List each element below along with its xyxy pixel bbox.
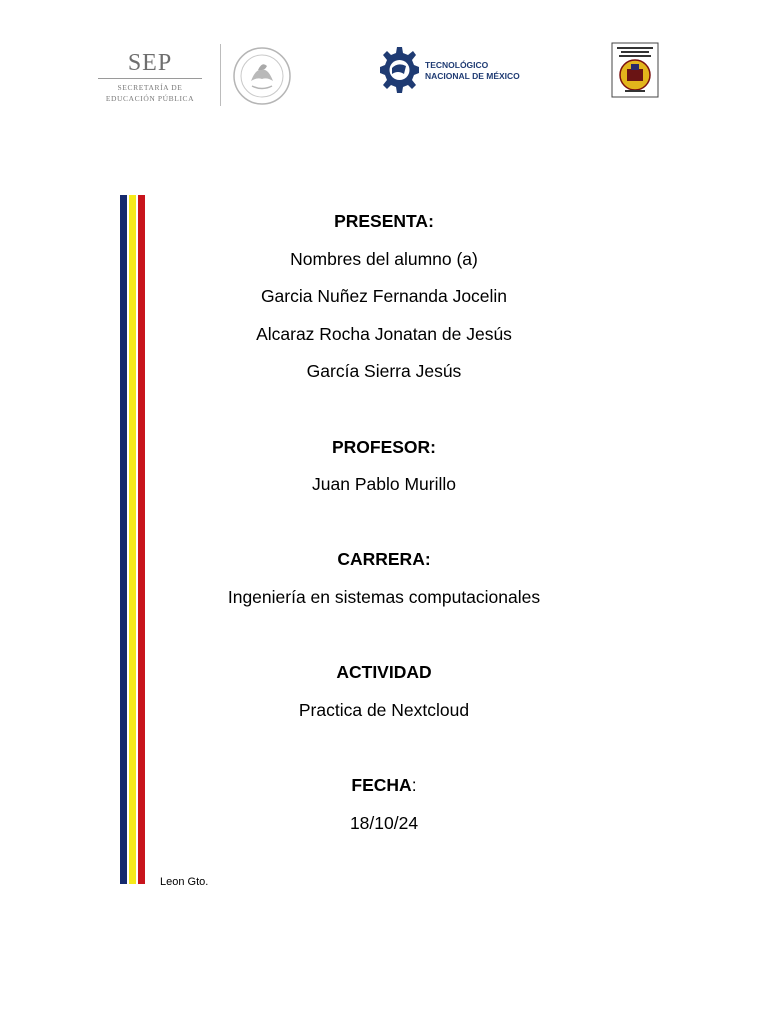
carrera-heading: CARRERA: [337, 549, 431, 570]
sep-subtitle-line1: SECRETARÍA DE [117, 83, 183, 92]
red-stripe [138, 195, 145, 884]
fecha-heading: FECHA [351, 774, 412, 795]
tecnm-logo [378, 40, 520, 102]
fecha-colon: : [411, 774, 417, 795]
sep-logo [94, 50, 206, 106]
sep-acronym: SEP [127, 50, 173, 76]
mexican-coat-of-arms-seal-icon [232, 46, 292, 106]
header-logos [0, 0, 768, 140]
presenta-heading: PRESENTA: [334, 211, 434, 231]
blue-stripe [120, 195, 127, 884]
profesor-heading: PROFESOR: [331, 436, 437, 457]
tecnm-gear-icon [378, 40, 422, 102]
actividad-heading: ACTIVIDAD [336, 662, 432, 683]
sep-subtitle-line2: EDUCACIÓN PÚBLICA [105, 94, 195, 103]
student-name: García Sierra Jesús [306, 361, 462, 382]
tecnm-name-line1: TECNOLÓGICO [425, 60, 489, 70]
fecha-heading-line [160, 770, 608, 808]
fecha-value: 18/10/24 [349, 812, 419, 833]
yellow-stripe [129, 195, 136, 884]
location-footer: Leon Gto. [160, 876, 209, 888]
school-emblem-icon [611, 42, 659, 98]
actividad-name: Practica de Nextcloud [298, 699, 470, 720]
sep-logo-rule [98, 78, 202, 79]
student-name: Garcia Nuñez Fernanda Jocelin [260, 286, 508, 307]
tecnm-name-line2: NACIONAL DE MÉXICO [425, 71, 520, 81]
profesor-name: Juan Pablo Murillo [312, 474, 456, 495]
cover-content [160, 206, 608, 845]
student-name: Alcaraz Rocha Jonatan de Jesús [256, 323, 512, 344]
students-subheading: Nombres del alumno (a) [290, 248, 478, 269]
logo-divider [220, 44, 221, 106]
tricolor-side-stripes [120, 195, 146, 884]
carrera-name: Ingeniería en sistemas computacionales [227, 586, 541, 607]
